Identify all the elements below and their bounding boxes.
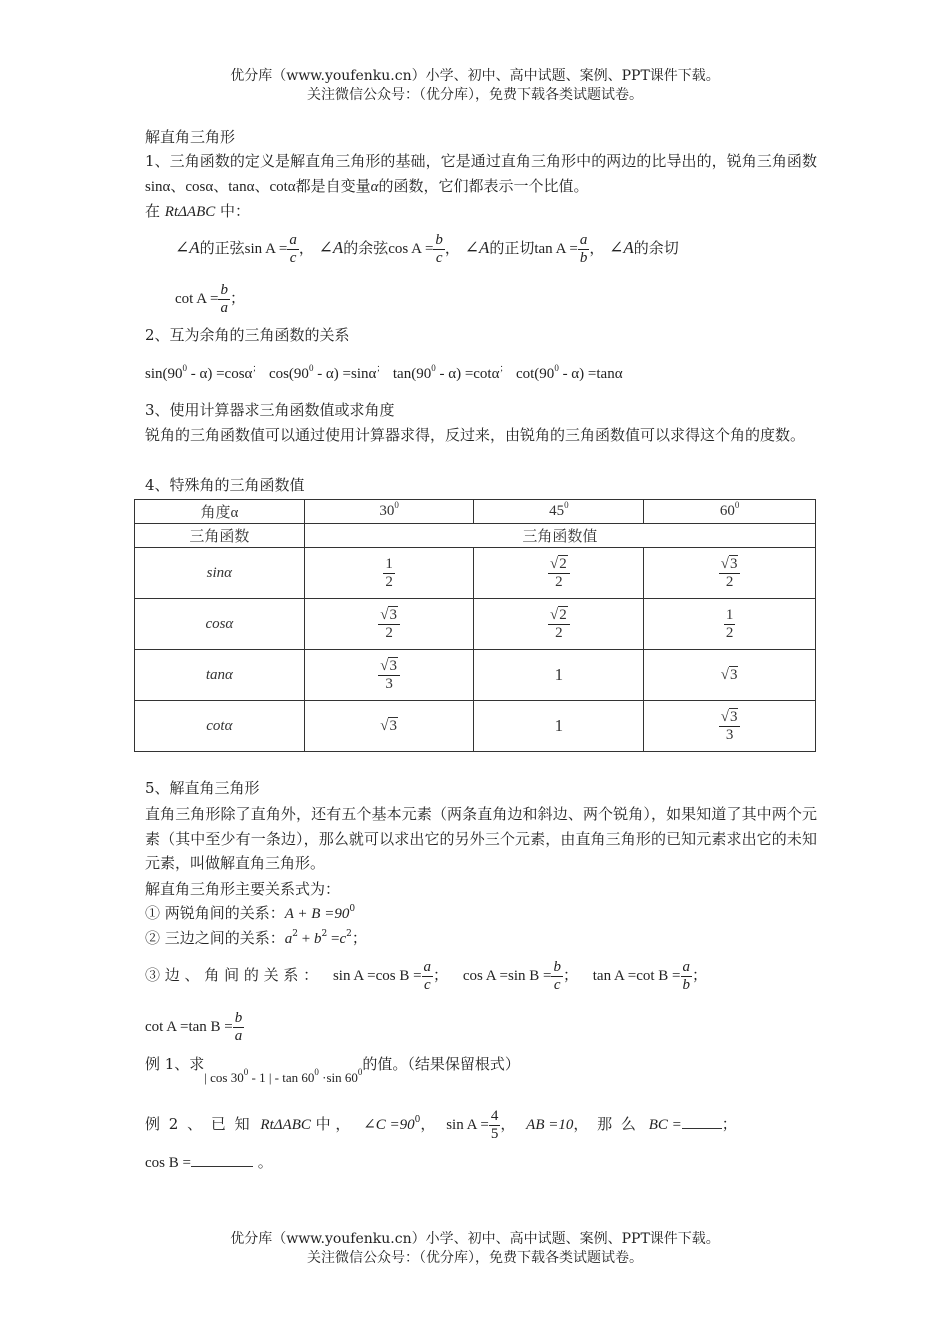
square: 2 (292, 929, 299, 939)
section1-text-tail: 都是自变量 (295, 176, 371, 195)
table-row (135, 524, 816, 548)
numerator (378, 607, 400, 625)
denominator: a (234, 1027, 243, 1044)
function-name: sinα (206, 564, 233, 581)
semicolon: ； (721, 1115, 737, 1133)
relation-1 (145, 903, 355, 924)
alpha-symbol: α (370, 178, 379, 195)
relation-3-label: ③ 边 、 角 间 的 关 系 ： (145, 966, 319, 984)
denominator: c (553, 976, 561, 993)
semicolon: ； (692, 966, 708, 984)
section3-heading: 3、使用计算器求三角函数值或求角度 (145, 401, 395, 419)
fraction-b-over-c (551, 959, 563, 994)
section4-heading: 4、特殊角的三角函数值 (145, 476, 305, 494)
cos-b: cos B = (145, 1155, 191, 1171)
fraction-a-over-b (578, 232, 590, 267)
sine-lhs: sin A = (244, 241, 288, 257)
var-c: c (339, 931, 347, 947)
numerator: b (553, 958, 561, 975)
numerator: a (423, 958, 432, 975)
relation-2 (145, 928, 367, 949)
relation-2-label: ② 三边之间的关系： (145, 929, 285, 947)
angle-cell (304, 500, 474, 524)
example-2-label: 例 2 、 已 知 (145, 1115, 252, 1133)
sep: 、 (254, 176, 270, 195)
angle-a: ∠A (175, 238, 200, 257)
degree: 0 (314, 1067, 319, 1077)
sqrt: √3 (720, 708, 738, 725)
value-cell (644, 548, 816, 599)
relations-title: 解直角三角形主要关系式为： (145, 880, 341, 898)
value-cell (644, 650, 816, 701)
degree: 0 (357, 1067, 363, 1077)
numerator (548, 556, 570, 574)
footer-line-2: 关注微信公众号：（优分库），免费下载各类试题试卷。 (307, 1250, 643, 1266)
sqrt: √3 (380, 657, 397, 674)
rt-line (145, 201, 250, 222)
denominator: 5 (490, 1125, 499, 1142)
numerator: a (682, 958, 691, 975)
expr-c: ·sin 60 (318, 1070, 358, 1085)
fraction-b-over-c (433, 232, 445, 267)
denominator: a (220, 299, 228, 316)
angle-a: ∠A (318, 238, 344, 257)
denominator: c (435, 249, 443, 266)
denominator: 2 (725, 624, 734, 641)
sin-a: sin A = (446, 1117, 489, 1133)
value-cell (644, 701, 816, 752)
denominator: b (682, 976, 691, 993)
angle-a: ∠A (609, 238, 634, 257)
sep: ， (589, 239, 605, 257)
cot-term: cotα (269, 178, 296, 195)
bc-label: BC = (648, 1117, 682, 1133)
value-cell (304, 701, 474, 752)
table-row (135, 701, 816, 752)
fraction (719, 556, 741, 591)
square: 2 (321, 929, 328, 939)
degree: 0 (554, 363, 559, 373)
numerator (548, 607, 570, 625)
tan-term: tanα (228, 178, 255, 195)
fraction (378, 607, 400, 642)
angle-cell (474, 500, 644, 524)
radicand: 3 (389, 657, 397, 674)
value-header: 三角函数值 (304, 524, 815, 548)
sep: 、 (213, 176, 229, 195)
bc-answer-blank[interactable] (682, 1128, 722, 1129)
sqrt: √2 (549, 606, 567, 623)
degree: 0 (349, 904, 356, 914)
expr-b: - 1 | - tan 60 (248, 1070, 315, 1085)
expr-a: | cos 30 (204, 1070, 244, 1085)
formula-4a: cot(90 (515, 366, 555, 382)
definitions-line (175, 228, 679, 269)
denominator: 2 (725, 573, 734, 590)
denominator: 2 (385, 573, 393, 590)
numerator (719, 709, 741, 727)
fraction-a-over-c (422, 959, 434, 994)
value-cell (304, 548, 474, 599)
function-name-cell (135, 548, 305, 599)
relation-3-f4: cot A =tan B = (145, 1019, 233, 1035)
relation-1-label: ① 两锐角间的关系： (145, 904, 285, 922)
degree: 0 (414, 1115, 421, 1125)
radicand: 3 (729, 708, 738, 725)
relation-3-f2: cos A =sin B = (462, 968, 552, 984)
function-name-cell (135, 650, 305, 701)
degree: 0 (431, 363, 436, 373)
degree: 0 (243, 1067, 249, 1077)
denominator: b (579, 249, 588, 266)
cotangent-lhs: cot A = (175, 291, 219, 307)
radicand: 2 (559, 606, 567, 623)
square: 2 (346, 929, 352, 939)
angle-value: 60 (719, 503, 735, 519)
function-name-cell (135, 599, 305, 650)
angle-a: ∠A (464, 238, 490, 257)
function-name: cosα (205, 615, 234, 632)
semicolon: ； (351, 929, 367, 947)
var-a: a (284, 931, 293, 947)
denominator: c (423, 976, 431, 993)
angle-header (135, 500, 305, 524)
sqrt: √3 (380, 606, 397, 623)
fraction-4-over-5 (489, 1108, 501, 1143)
semicolon: ； (229, 289, 245, 307)
degree: 0 (394, 500, 399, 510)
numerator: 1 (725, 606, 734, 623)
cofunction-formulas (145, 364, 623, 384)
radicand: 3 (729, 666, 738, 683)
fraction (383, 556, 395, 591)
formula-1b: - α) =cosα (187, 366, 253, 382)
value-cell (474, 599, 644, 650)
cotangent-word: 的余切 (633, 239, 679, 257)
semicolon: ； (433, 966, 449, 984)
value-cell (474, 701, 644, 752)
numerator: a (289, 231, 297, 248)
rt-prefix: 在 (145, 202, 161, 220)
example-2-mid: 中 ， (315, 1115, 351, 1133)
value-cell (474, 548, 644, 599)
formula-3a: tan(90 (392, 366, 432, 382)
angle-c: ∠C =90 (363, 1117, 415, 1133)
cos-answer-blank[interactable] (191, 1166, 253, 1167)
section3-text: 锐角的三角函数值可以通过使用计算器求得，反过来，由锐角的三角函数值可以求得这个角的度数。 (145, 426, 806, 444)
table-row (135, 548, 816, 599)
function-name: tanα (205, 666, 233, 683)
fraction (548, 607, 570, 642)
section5-text: 直角三角形除了直角外，还有五个基本元素（两条直角边和斜边、两个锐角），如果知道了其中两个元素（其中至少有一条边），那么就可以求出它的另外三个元素，由直角三角形的已知元素求出它的未知元素，叫做解直角三角形。 (145, 805, 817, 872)
denominator: c (289, 249, 297, 266)
denominator: 3 (725, 726, 734, 743)
fraction (378, 658, 400, 693)
numerator (378, 658, 400, 676)
angle-label: 角度α (200, 505, 239, 521)
degree: 0 (182, 363, 187, 373)
example-1-label: 例 1、求 (145, 1055, 205, 1073)
section5-heading: 5、解直角三角形 (145, 779, 260, 797)
semicolon: ； (562, 966, 578, 984)
sine-word: 的正弦 (199, 239, 245, 257)
angle-value: 45 (549, 503, 565, 519)
semicolon: ； (252, 363, 262, 373)
angle-cell (644, 500, 816, 524)
value-one: 1 (554, 716, 564, 735)
semicolon: ； (376, 363, 386, 373)
fraction (548, 556, 570, 591)
tangent-word: 的正切 (489, 239, 535, 257)
table-row (135, 599, 816, 650)
numerator: 1 (385, 555, 393, 572)
tangent-lhs: tan A = (534, 241, 578, 257)
example-2-cos (145, 1152, 273, 1173)
header-line-1: 优分库（www.youfenku.cn）小学、初中、高中试题、案例、PPT课件下载。 (230, 68, 720, 84)
header-line-2: 关注微信公众号：（优分库），免费下载各类试题试卷。 (307, 87, 643, 103)
section2-heading: 2、互为余角的三角函数的关系 (145, 326, 350, 344)
radicand: 3 (729, 555, 738, 572)
fraction-b-over-a (218, 282, 230, 317)
sep: ， (444, 239, 460, 257)
comma: ， (500, 1115, 516, 1133)
numerator (719, 556, 741, 574)
radicand: 2 (559, 555, 567, 572)
value-cell (304, 650, 474, 701)
semicolon: ； (499, 363, 509, 373)
numerator: 4 (490, 1107, 499, 1124)
formula-3b: - α) =cotα (435, 366, 500, 382)
cos-term: cosα (185, 178, 214, 195)
numerator: a (579, 231, 588, 248)
example-1-expression (204, 1067, 363, 1085)
value-cell (474, 650, 644, 701)
fraction (719, 709, 741, 744)
table-row (135, 650, 816, 701)
formula-4b: - α) =tanα (558, 366, 623, 382)
sep: 、 (170, 176, 186, 195)
denominator: 2 (555, 624, 563, 641)
value-cell (644, 599, 816, 650)
special-angles-table (134, 499, 816, 752)
relation-3 (145, 955, 707, 996)
formula-2a: cos(90 (268, 366, 309, 382)
equals: = (327, 931, 340, 947)
rt-triangle: RtΔABC (164, 204, 216, 220)
denominator: 2 (385, 624, 393, 641)
example-2-then: ， 那 么 (573, 1115, 638, 1133)
value-one: 1 (554, 665, 564, 684)
doc-title: 解直角三角形 (145, 128, 236, 146)
radicand: 3 (389, 606, 397, 623)
section1-paragraph (145, 149, 817, 199)
relation-3-cot (145, 1006, 244, 1047)
example-1 (145, 1054, 520, 1085)
denominator: 2 (555, 573, 563, 590)
sqrt: √3 (380, 717, 397, 734)
rt-suffix: 中： (220, 202, 251, 220)
sin-term: sinα (145, 178, 171, 195)
sep: ， (298, 239, 314, 257)
table-body (135, 548, 816, 752)
cosine-word: 的余弦 (343, 239, 389, 257)
cosine-lhs: cos A = (388, 241, 434, 257)
section1-text-end: 的函数，它们都表示一个比值。 (378, 176, 589, 195)
section1-text: 1、三角函数的定义是解直角三角形的基础，它是通过直角三角形中的两边的比导出的，锐角三角函数 (145, 152, 817, 170)
formula-1a: sin(90 (145, 366, 183, 382)
value-cell (304, 599, 474, 650)
function-name: cotα (206, 717, 233, 734)
relation-3-f1: sin A =cos B = (332, 968, 422, 984)
degree: 0 (734, 500, 740, 510)
fraction-a-over-b (681, 959, 693, 994)
numerator: b (220, 281, 228, 298)
denominator: 3 (385, 675, 393, 692)
relation-3-f3: tan A =cot B = (592, 968, 681, 984)
radicand: 3 (389, 717, 397, 734)
numerator: b (435, 231, 443, 248)
example-2 (145, 1104, 737, 1145)
cot-definition (175, 278, 245, 319)
formula-2b: - α) =sinα (313, 366, 377, 382)
sqrt: √3 (720, 666, 738, 683)
fraction-a-over-c (287, 232, 299, 267)
angle-value: 30 (379, 503, 395, 519)
function-header: 三角函数 (135, 524, 305, 548)
example-1-suffix: 的值。（结果保留根式） (362, 1055, 520, 1073)
fraction-b-over-a (233, 1010, 245, 1045)
table-row (135, 500, 816, 524)
var-b: b (313, 931, 322, 947)
comma: ， (420, 1115, 436, 1133)
fraction (724, 607, 736, 642)
relation-1-formula: A + B =90 (284, 906, 350, 922)
plus: + (298, 931, 314, 947)
rt-triangle: RtΔABC (260, 1117, 311, 1133)
sqrt: √3 (720, 555, 738, 572)
ab-length: AB =10 (526, 1117, 574, 1133)
footer-line-1: 优分库（www.youfenku.cn）小学、初中、高中试题、案例、PPT课件下载。 (230, 1231, 720, 1247)
degree: 0 (564, 500, 569, 510)
function-name-cell (135, 701, 305, 752)
degree: 0 (308, 363, 314, 373)
sqrt: √2 (549, 555, 567, 572)
period: 。 (257, 1153, 273, 1171)
numerator: b (234, 1009, 243, 1026)
